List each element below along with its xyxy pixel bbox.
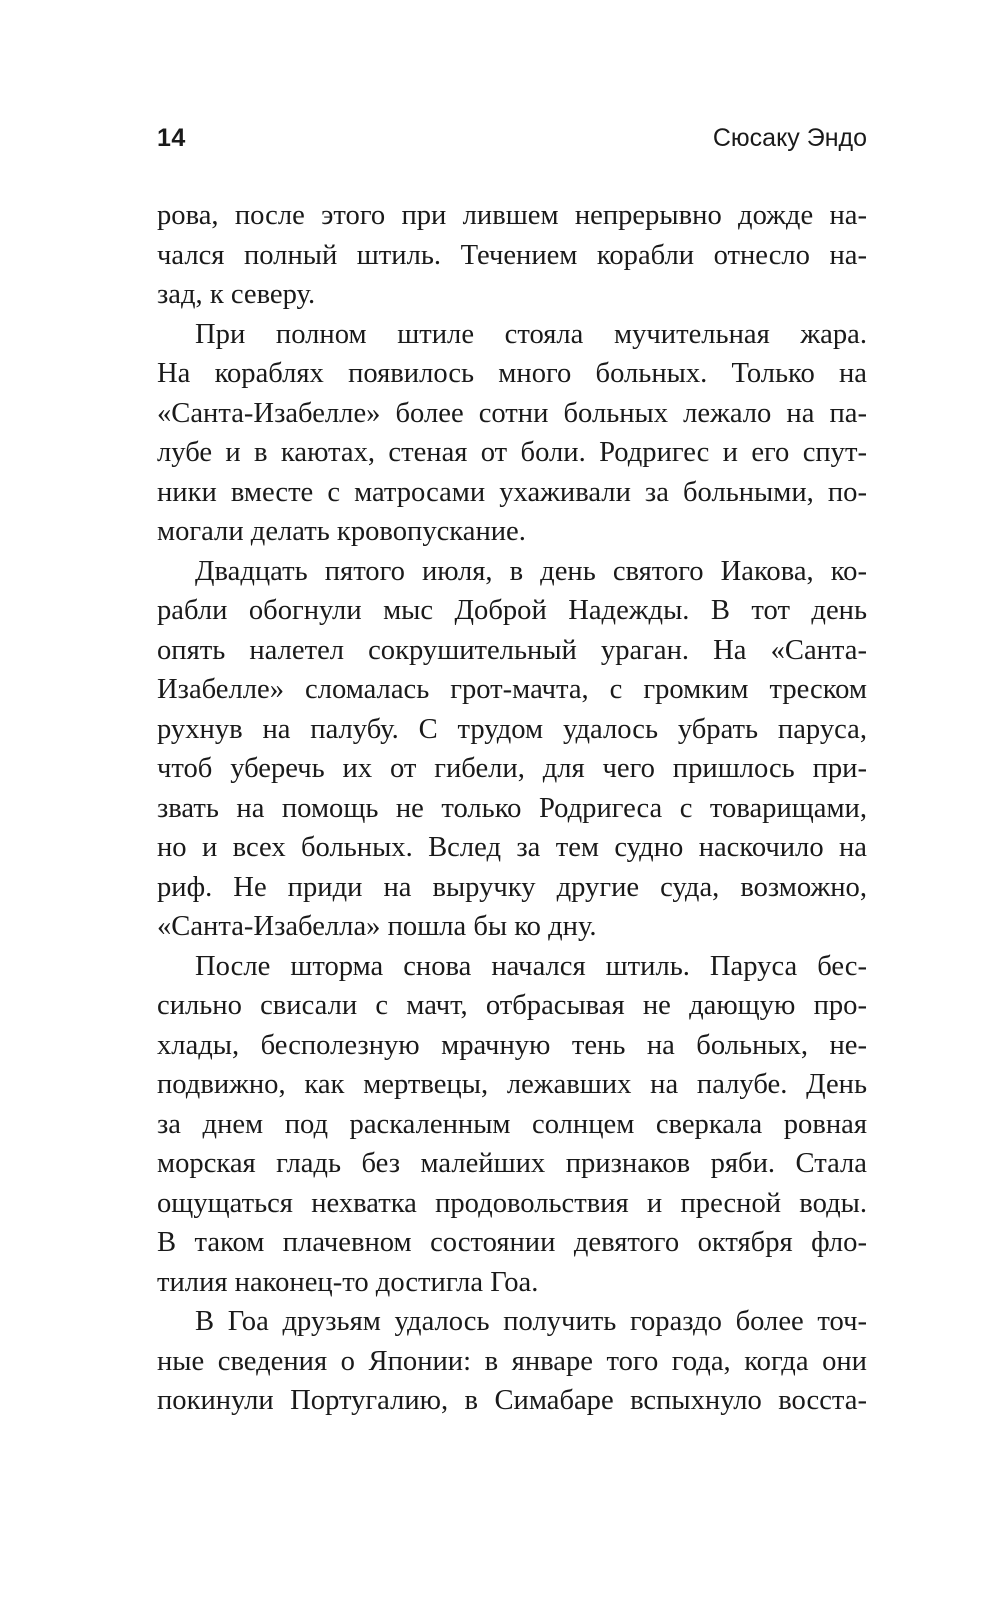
text-line: рухнув на палубу. С трудом удалось убрать паруса, [157,713,867,745]
text-line: сильно свисали с мачт, отбрасывая не дающую про- [157,990,867,1021]
text-line: «Санта-Изабелла» пошла бы ко дну. [157,911,597,942]
text-line: хлады, бесполезную мрачную тень на больных, не- [157,1029,867,1061]
running-head [157,118,867,158]
text-line: звать на помощь не только Родригеса с товарищами, [157,792,867,824]
text-line: ники вместе с матросами ухаживали за больными, по- [157,476,867,508]
text-line: чтоб уберечь их от гибели, для чего пришлось при- [157,753,867,784]
text-line: В Гоа друзьям удалось получить гораздо более точ- [195,1306,867,1337]
text-line: «Санта-Изабелле» более сотни больных лежало на па- [157,397,867,429]
author-name: Сюсаку Эндо [712,124,867,152]
text-line: могали делать кровопускание. [157,516,526,547]
text-line: зад, к северу. [157,279,316,310]
text-line: лубе и в каютах, стеная от боли. Родригес и его спут- [157,437,867,468]
paragraph [157,947,867,1303]
paragraph [157,552,867,947]
text-line: Изабелле» сломалась грот-мачта, с громким треском [157,674,867,705]
text-line: При полном штиле стояла мучительная жара. [195,318,867,350]
text-line: но и всех больных. Вслед за тем судно наскочило на [157,832,867,863]
paragraph [157,1302,867,1421]
text-line: В таком плачевном состоянии девятого октября фло- [157,1227,867,1258]
text-line: покинули Португалию, в Симабаре вспыхнуло восста- [157,1385,867,1416]
text-line: Двадцать пятого июля, в день святого Иакова, ко- [195,555,867,587]
text-line: На кораблях появилось много больных. Только на [157,358,867,389]
text-line: рова, после этого при лившем непрерывно дожде на- [157,200,867,231]
body-text [157,196,867,1421]
text-line: чался полный штиль. Течением корабли отнесло на- [157,239,867,271]
text-line: ные сведения о Японии: в январе того года, когда они [157,1345,867,1377]
text-line: тилия наконец-то достигла Гоа. [157,1266,539,1298]
text-line: за днем под раскаленным солнцем сверкала ровная [157,1108,867,1140]
text-line: После шторма снова начался штиль. Паруса бес- [195,950,867,982]
text-line: риф. Не приди на выручку другие суда, возможно, [157,871,867,903]
text-line: рабли обогнули мыс Доброй Надежды. В тот день [157,595,867,626]
text-line: морская гладь без малейших признаков ряби. Стала [157,1148,867,1179]
text-line: подвижно, как мертвецы, лежавших на палубе. День [157,1069,867,1100]
text-line: опять налетел сокрушительный ураган. На «Санта- [157,634,867,666]
paragraph [157,315,867,552]
page-number: 14 [157,124,186,152]
text-line: ощущаться нехватка продовольствия и пресной воды. [157,1187,867,1219]
paragraph [157,196,867,315]
